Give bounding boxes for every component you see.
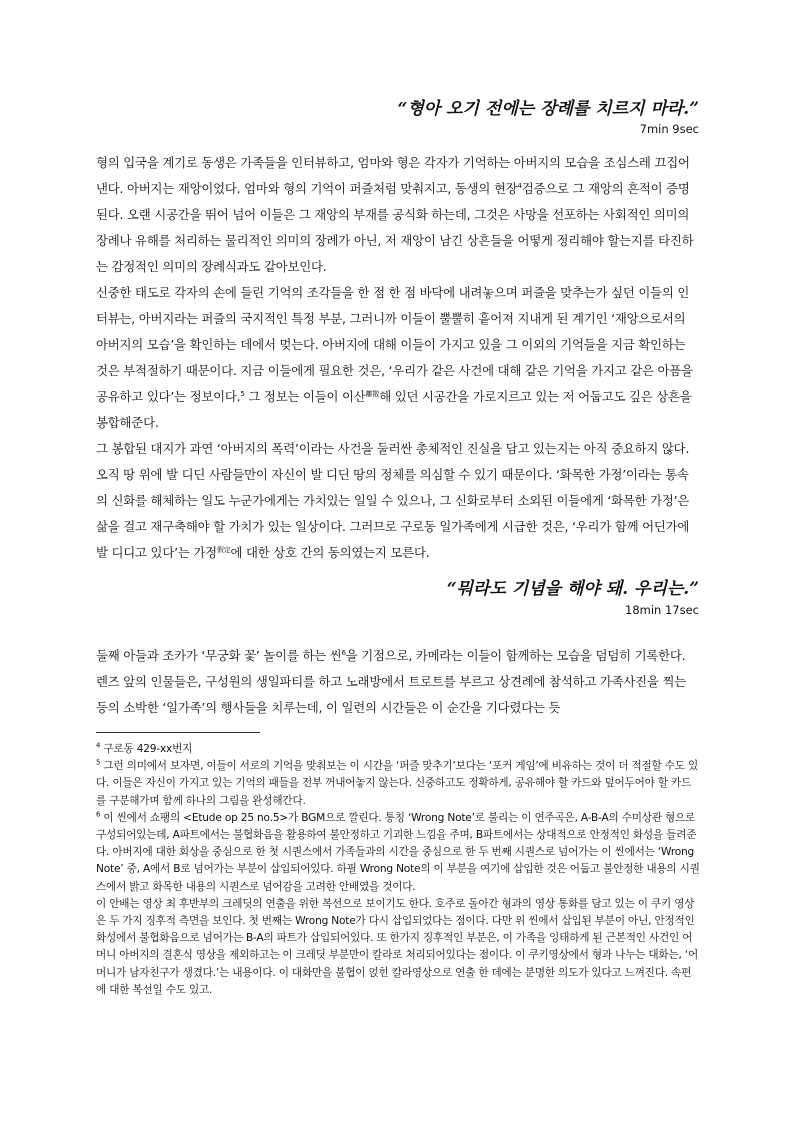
footnote-ref-4[interactable]: 4 bbox=[517, 181, 522, 190]
section2-timestamp: 18min 17sec bbox=[625, 603, 699, 617]
section1-paragraph-3 bbox=[96, 436, 700, 566]
paragraph-text: 해 있던 시공간을 가로지르고 있는 저 어둡고도 깊은 상흔을 봉합해준다. bbox=[96, 389, 692, 430]
section1-paragraph-1 bbox=[96, 150, 700, 280]
footnote-text: 그런 의미에서 보자면, 이들이 서로의 기억을 맞춰보는 이 시간을 ‘퍼즐 맞추기’보다는 ‘포커 게임’에 비유하는 것이 더 적절할 수도 있다. 이들은 자신이 가지고 있는 기억의 패들을 전부 꺼내어놓지 않는다. 신중하고도 정확하게, 공유해야 할 카드와 덮어두어야 할 카드를 구분해가며 함께 하나의 그림을 완성해간다. bbox=[96, 760, 699, 807]
section1-timestamp: 7min 9sec bbox=[639, 122, 699, 136]
footnote-4 bbox=[96, 741, 700, 758]
section1-paragraph-2 bbox=[96, 280, 700, 436]
footnote-ref-5[interactable]: 5 bbox=[240, 389, 245, 398]
paragraph-text: 검증으로 그 재앙의 흔적이 증명된다. 오랜 시공간을 뛰어 넘어 이들은 그 재앙의 부재를 공식화 하는데, 그것은 사망을 선포하는 사회적인 의미의 장례나 유해를 처리하는 물리적인 의미의 장례가 아닌, 저 재앙이 남긴 상흔들을 어떻게 정리해야 할는지를 타진하는 감정적인 의미의 장례식과도 같아보인다. bbox=[96, 181, 694, 274]
paragraph-text: 그 봉합된 대지가 과연 ‘아버지의 폭력’이라는 사건을 둘러싼 총체적인 진실을 담고 있는지는 아직 중요하지 않다. 오직 땅 위에 발 디딘 사람들만이 자신이 발 디딘 땅의 정체를 의심할 수 있기 때문이다. ‘화목한 가정’이라는 통속의 신화를 해체하는 일도 누군가에게는 가치있는 일일 수 있으나, 그 신화로부터 소외된 이들에게 ‘화목한 가정’은 삶을 걸고 재구축해야 할 가치가 있는 일상이다. 그러므로 구로동 일가족에게 시급한 것은, ‘우리가 함께 어딘가에 발 디디고 있다’는 가정 bbox=[96, 441, 690, 560]
section2-quote: “뭐라도 기념을 해야 돼. 우리는.” bbox=[446, 579, 699, 599]
footnote-text: 구로동 429-xx번지 bbox=[100, 743, 193, 755]
footnote-text: 이 씬에서 쇼팽의 <Etude op 25 no.5>가 BGM으로 깔린다. 통칭 ‘Wrong Note’로 불리는 이 연주곡은, A-B-A의 수미상관 형으로 구성되어있는데, A파트에서는 불협화음을 활용하여 불안정하고 기괴한 느낌을 주며, B파트에서는 상대적으로 안정적인 화성을 들려준다. 아버지에 대한 회상을 중심으로 한 첫 시퀀스에서 가족들과의 시간을 중심으로 한 두 번째 시퀀스로 넘어가는 이 씬에서는 ‘Wrong Note’ 중, A에서 B로 넘어가는 부분이 삽입되어있다. 하필 Wrong Note의 이 부분을 여기에 삽입한 것은 어둡고 불안정한 내용의 시퀀스에서 밝고 화목한 내용의 시퀀스로 넘어감을 고려한 안배였을 것이다. bbox=[96, 811, 700, 893]
footnote-number: 4 bbox=[96, 741, 101, 750]
footnote-6-continuation: 이 안배는 영상 최 후반부의 크레딧의 연출을 위한 복선으로 보이기도 한다. 호주로 돌아간 형과의 영상 통화를 담고 있는 이 쿠키 영상은 두 가지 징후적 측면을 보인다. 첫 번째는 Wrong Note가 다시 삽입되었다는 점이다. 다만 위 씬에서 삽입된 부분이 아닌, 안정적인 화성에서 불협화음으로 넘어가는 B-A의 파트가 삽입되어있다. 또 한가지 징후적인 부분은, 이 가족을 잉태하게 된 근본적인 사건인 어머니 아버지의 결혼식 영상을 제외하고는 이 크레딧 부분만이 칼라로 처리되어있다는 점이다. 이 쿠키영상에서 형과 나누는 대화는, ‘어머니가 남자친구가 생겼다.’는 내용이다. 이 대화만을 불협이 얹힌 칼라영상으로 연출 한 데에는 분명한 의도가 있다고 느껴진다. 속편에 대한 복선일 수도 있고. bbox=[96, 897, 698, 996]
footnote-5 bbox=[96, 758, 700, 810]
footnote-number: 5 bbox=[96, 758, 101, 767]
paragraph-text: 그 정보는 이들이 이산 bbox=[244, 389, 366, 404]
paragraph-text: 형의 입국을 계기로 동생은 가족들을 인터뷰하고, 엄마와 형은 각자가 기억하는 아버지의 모습을 조심스레 끄집어낸다. 아버지는 재앙이었다. 엄마와 형의 기억이 퍼즐처럼 맞춰지고, 동생의 현장 bbox=[96, 155, 690, 196]
section1-quote: “형아 오기 전에는 장례를 치르지 마라.” bbox=[397, 99, 699, 119]
footnote-ref-6[interactable]: 6 bbox=[341, 648, 346, 657]
paragraph-text: 에 대한 상호 간의 동의였는지 모른다. bbox=[230, 545, 430, 560]
paragraph-text: 둘째 아들과 조카가 ‘무궁화 꽃’ 놀이를 하는 씬 bbox=[96, 648, 342, 663]
section2-paragraph-1 bbox=[96, 643, 700, 721]
paragraph-text: 을 기점으로, 카메라는 이들이 함께하는 모습을 덤덤히 기록한다. 렌즈 앞의 인물들은, 구성원의 생일파티를 하고 노래방에서 트로트를 부르고 상견례에 참석하고 가족사진을 찍는 등의 소박한 ‘일가족’의 행사들을 치루는데, 이 일련의 시간들은 이 순간을 기다렸다는 듯 bbox=[96, 648, 686, 715]
section2-body bbox=[96, 643, 700, 721]
footnote-6 bbox=[96, 810, 700, 896]
footnote-divider bbox=[96, 732, 260, 733]
footnote-number: 6 bbox=[96, 810, 101, 819]
hanja-annotation: 假定 bbox=[216, 545, 231, 554]
section1-body bbox=[96, 150, 700, 566]
footnotes bbox=[96, 741, 700, 999]
hanja-annotation: 離散 bbox=[365, 389, 380, 398]
paragraph-text: 신중한 태도로 각자의 손에 들린 기억의 조각들을 한 점 한 점 바닥에 내려놓으며 퍼즐을 맞추는가 싶던 이들의 인터뷰는, 아버지라는 퍼즐의 국지적인 특정 부분, 그러니까 이들이 뿔뿔히 흩어져 지내게 된 계기인 ‘재앙으로서의 아버지의 모습’을 확인하는 데에서 멎는다. 아버지에 대해 이들이 가지고 있을 그 이외의 기억들을 지금 확인하는 것은 부적절하기 때문이다. 지금 이들에게 필요한 것은, ‘우리가 같은 사건에 대해 같은 기억을 가지고 같은 아픔을 공유하고 있다’는 정보이다. bbox=[96, 285, 693, 404]
